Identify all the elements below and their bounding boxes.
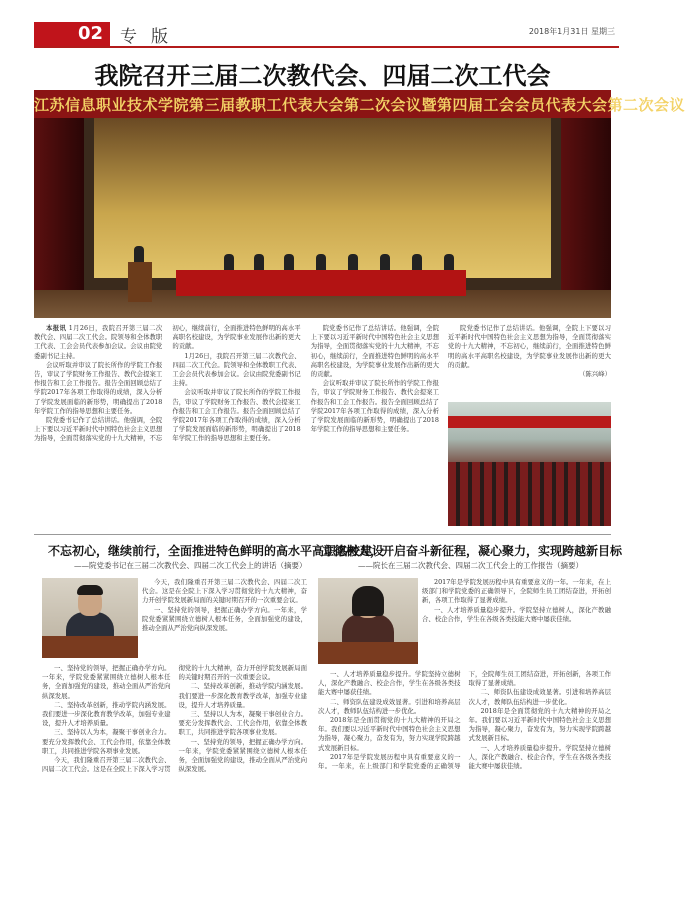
- audience-photo: [448, 402, 611, 526]
- article-paragraph: 会议听取并审议了院长所作的学院工作报告，审议了学院财务工作报告、教代会提案工作报告和工会工作报告。报告全面回顾总结了学院2017年各项工作取得的成绩，深入分析了学院发展面临的新形势，明确提出了2018年学院工作的指导思想和主要任务。: [34, 360, 163, 415]
- article-paragraph: 院党委书记作了总结讲话。他强调，全院上下要以习近平新时代中国特色社会主义思想为指导，全面贯彻落实党的十九大精神，不忘初心，继续前行，全面推进特色鲜明的高水平高职名校建设，为学院事业发展作出新的更大的贡献。: [310, 324, 439, 379]
- section-title: 专版: [120, 27, 182, 47]
- dateline: 2018年1月31日 星期三: [528, 27, 615, 36]
- right-article-headline: 立德树人，开启奋斗新征程，凝心聚力，实现跨越新目标: [322, 544, 623, 558]
- article-paragraph: 二、师资队伍建设成效显著。引进和培养高层次人才，教师队伍结构进一步优化。: [468, 688, 611, 706]
- right-article-caption: ——院长在三届二次教代会、四届二次工代会上的工作报告（摘要）: [358, 561, 583, 570]
- article-paragraph: 1月26日，我院召开第三届二次教代会、四届二次工代会。院领导和全体教职工代表、工会会员代表参加会议。会议由院党委副书记主持。: [34, 324, 163, 360]
- official-figure: [284, 254, 294, 270]
- article-paragraph: 一、坚持党的领导，把握正确办学方向。一年来，学院党委紧紧围绕立德树人根本任务，全面加强党的建设，推动全面从严治党向纵深发展。: [142, 605, 307, 633]
- article-paragraph: 2017年是学院发展历程中具有重要意义的一年。一年来，在上级部门和学院党委的正确领导下，全院师生员工团结奋进，开拓创新，各项工作取得了显著成绩。: [318, 670, 611, 771]
- right-curtain: [561, 118, 611, 318]
- article-paragraph: 三、坚持以人为本，凝聚干事创业合力。要充分发挥教代会、工代会作用，依靠全体教职工，共同推进学院各项事业发展。: [178, 710, 307, 737]
- photo-banner-text: 江苏信息职业技术学院第三届教职工代表大会第二次会议暨第四届工会会员代表大会第二次会议: [34, 96, 685, 114]
- article-paragraph: 一、人才培养质量稳步提升。学院坚持立德树人，深化产教融合、校企合作，学生在各级各类技能大赛中屡获佳绩。: [422, 605, 611, 623]
- left-article-headline: 不忘初心，继续前行，全面推进特色鲜明的高水平高职名校建设: [48, 544, 385, 558]
- official-figure: [254, 254, 264, 270]
- left-article-caption: ——院党委书记在三届二次教代会、四届二次工代会上的讲话（摘要）: [74, 561, 307, 570]
- presidium-table: [176, 270, 466, 296]
- main-article: [34, 324, 439, 528]
- right-article-intro: [422, 578, 611, 664]
- main-photo: [34, 90, 685, 318]
- official-figure: [316, 254, 326, 270]
- official-figure: [380, 254, 390, 270]
- right-article-body: [318, 670, 611, 888]
- byline: 本报讯: [46, 324, 67, 332]
- left-article-body: [42, 664, 307, 888]
- article-paragraph: 2018年是全面贯彻党的十九大精神的开局之年。我们要以习近平新时代中国特色社会主义思想为指导，凝心聚力，奋发有为，努力实现学院跨越式发展新目标。: [468, 706, 611, 743]
- audience-seats: [448, 462, 611, 526]
- left-article-intro: [142, 578, 307, 658]
- section-divider: [34, 534, 611, 535]
- article-paragraph: 1月26日，我院召开第三届二次教代会、四届二次工代会。院领导和全体教职工代表、工会会员代表参加会议。会议由院党委副书记主持。: [172, 351, 301, 388]
- article-paragraph: 今天，我们隆重召开第三届二次教代会、四届二次工代会。这是在全院上下深入学习贯彻党的十九大精神，奋力开创学院发展新局面的关键时期召开的一次重要会议。: [142, 578, 307, 605]
- article-paragraph: 三、坚持以人为本，凝聚干事创业合力。要充分发挥教代会、工代会作用，依靠全体教职工，共同推进学院各项事业发展。: [42, 728, 171, 755]
- article-signature: （陈兴峰）: [579, 370, 611, 379]
- party-secretary-portrait: [42, 578, 138, 658]
- speaker-figure: [134, 246, 144, 262]
- article-paragraph: 2018年是全面贯彻党的十九大精神的开局之年。我们要以习近平新时代中国特色社会主义思想为指导，凝心聚力，奋发有为，努力实现学院跨越式发展新目标。: [318, 716, 461, 752]
- article-paragraph: 二、师资队伍建设成效显著。引进和培养高层次人才，教师队伍结构进一步优化。: [318, 697, 461, 715]
- podium: [128, 262, 152, 302]
- page-number: 02: [34, 22, 110, 46]
- article-paragraph: 院党委书记作了总结讲话。他强调，全院上下要以习近平新时代中国特色社会主义思想为指导，全面贯彻落实党的十九大精神，不忘初心，继续前行，全面推进特色鲜明的高水平高职名校建设，为学院事业发展作出新的更大的贡献。: [448, 324, 611, 369]
- main-headline: 我院召开三届二次教代会、四届二次工代会: [94, 62, 551, 90]
- official-figure: [412, 254, 422, 270]
- audience-photo-banner: [448, 416, 611, 428]
- article-paragraph: 二、坚持改革创新，推动学院内涵发展。我们要进一步深化教育教学改革，加强专业建设，提升人才培养质量。: [42, 700, 171, 728]
- article-paragraph: 会议听取并审议了院长所作的学院工作报告，审议了学院财务工作报告、教代会提案工作报告和工会工作报告。报告全面回顾总结了学院2017年各项工作取得的成绩，深入分析了学院发展面临的新形势，明确提出了2018年学院工作的指导思想和主要任务。: [310, 379, 439, 434]
- president-portrait: [318, 578, 418, 664]
- article-paragraph: 今天，我们隆重召开第三届二次教代会、四届二次工代会。这是在全院上下深入学习贯彻党的十九大精神，奋力开创学院发展新局面的关键时期召开的一次重要会议。: [42, 664, 307, 774]
- article-paragraph: 一、人才培养质量稳步提升。学院坚持立德树人，深化产教融合、校企合作，学生在各级各类技能大赛中屡获佳绩。: [318, 670, 461, 697]
- article-paragraph: 院党委书记作了总结讲话。他强调，全院上下要以习近平新时代中国特色社会主义思想为指导，全面贯彻落实党的十九大精神，不忘初心，继续前行，全面推进特色鲜明的高水平高职名校建设，为学院事业发展作出新的更大的贡献。: [34, 324, 301, 443]
- article-paragraph: 2017年是学院发展历程中具有重要意义的一年。一年来，在上级部门和学院党委的正确领导下，全院师生员工团结奋进，开拓创新，各项工作取得了显著成绩。: [422, 578, 611, 605]
- official-figure: [444, 254, 454, 270]
- left-curtain: [34, 118, 84, 318]
- article-paragraph: 二、坚持改革创新，推动学院内涵发展。我们要进一步深化教育教学改革，加强专业建设，提升人才培养质量。: [178, 682, 307, 709]
- article-paragraph: 一、坚持党的领导，把握正确办学方向。一年来，学院党委紧紧围绕立德树人根本任务，全面加强党的建设，推动全面从严治党向纵深发展。: [178, 737, 307, 774]
- article-paragraph: 一、人才培养质量稳步提升。学院坚持立德树人，深化产教融合、校企合作，学生在各级各类技能大赛中屡获佳绩。: [468, 743, 611, 771]
- main-article-continued: [448, 324, 611, 400]
- official-figure: [348, 254, 358, 270]
- official-figure: [224, 254, 234, 270]
- article-paragraph: 会议听取并审议了院长所作的学院工作报告，审议了学院财务工作报告、教代会提案工作报告和工会工作报告。报告全面回顾总结了学院2017年各项工作取得的成绩，深入分析了学院发展面临的新形势，明确提出了2018年学院工作的指导思想和主要任务。: [172, 388, 301, 443]
- masthead: [34, 20, 619, 48]
- article-paragraph: 一、坚持党的领导，把握正确办学方向。一年来，学院党委紧紧围绕立德树人根本任务，全面加强党的建设，推动全面从严治党向纵深发展。: [42, 664, 171, 700]
